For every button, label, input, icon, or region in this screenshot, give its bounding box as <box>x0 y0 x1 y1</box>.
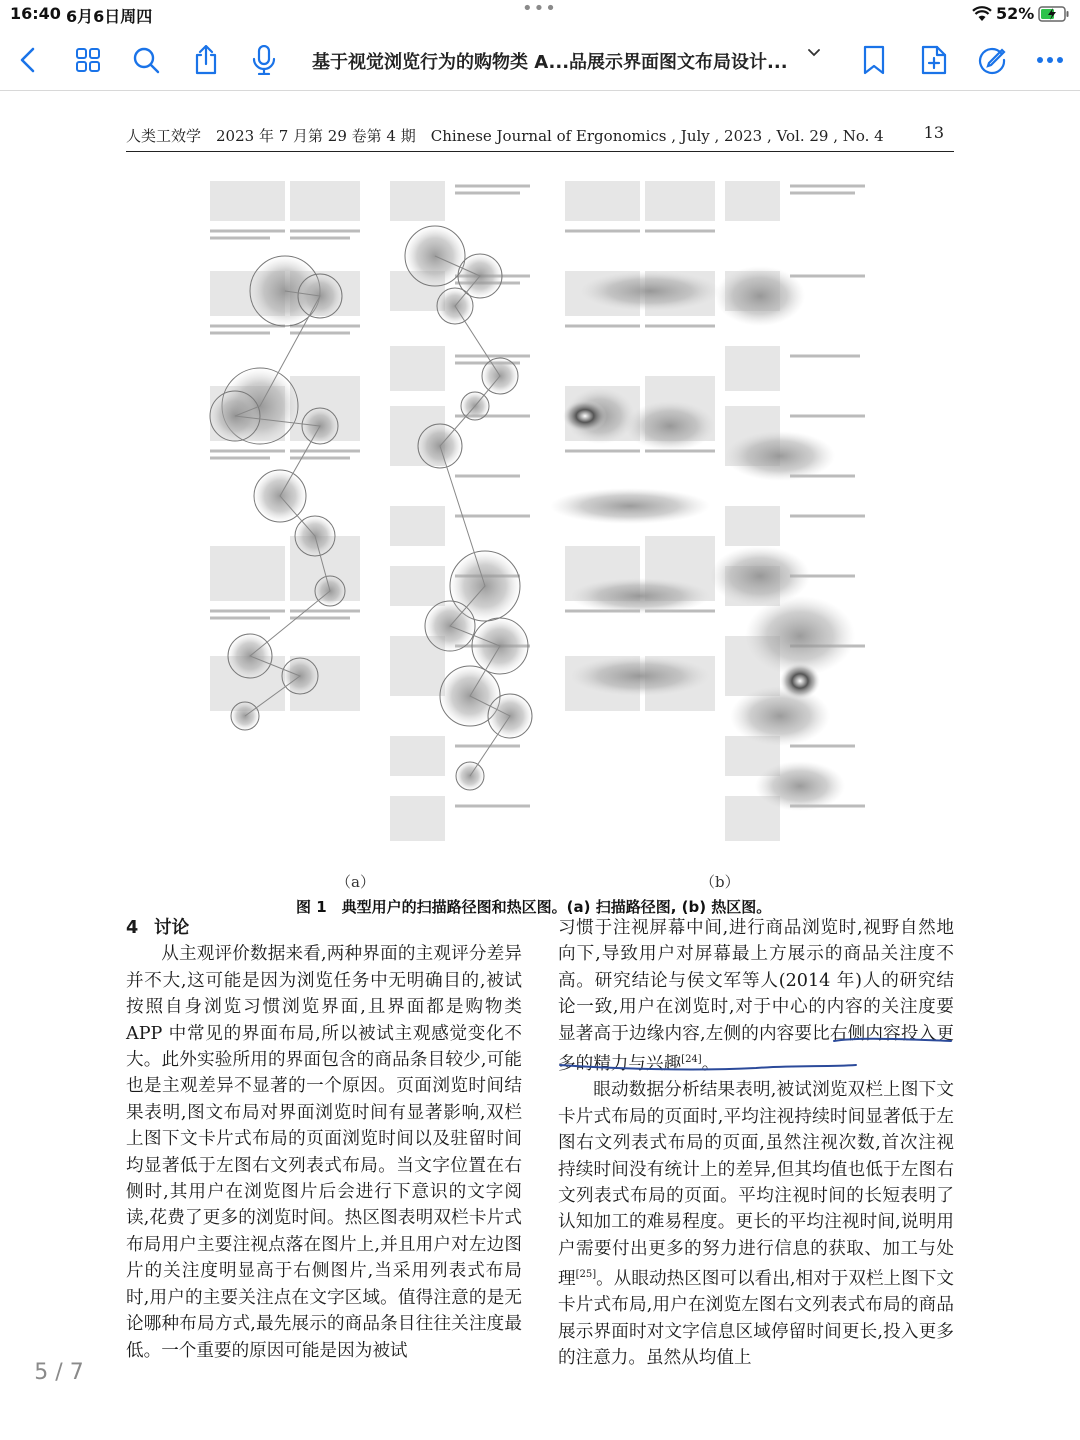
status-date: 6月6日周四 <box>66 7 153 26</box>
running-header <box>126 125 954 152</box>
paragraph: 习惯于注视屏幕中间,进行商品浏览时,视野自然地向下,导致用户对屏幕最上方展示的商品关注度不高。研究结论与侯文军等人(2014 年)人的研究结论一致,用户在浏览时,对于中心的内容的关注度要显著高于边缘内容,左侧的内容要比右侧内容投入更多的精力与兴趣[24]。 <box>558 918 954 1074</box>
section-heading <box>126 915 522 941</box>
battery-icon <box>1038 6 1070 26</box>
left-column <box>126 915 522 1364</box>
more-icon[interactable] <box>1030 40 1070 80</box>
section-title: 讨论 <box>154 918 190 938</box>
citation: [25] <box>575 1269 597 1281</box>
figure-label-a: （a） <box>336 873 375 891</box>
status-bar <box>0 0 1080 28</box>
document-title[interactable]: 基于视觉浏览行为的购物类 A...品展示界面图文布局设计... <box>312 52 788 73</box>
page-indicator: 5 / 7 <box>24 1354 94 1390</box>
citation: [24] <box>681 1054 702 1066</box>
microphone-icon[interactable] <box>244 40 284 80</box>
grid-icon[interactable] <box>68 40 108 80</box>
battery-percent: 52% <box>996 4 1035 23</box>
share-icon[interactable] <box>186 40 226 80</box>
title-chevron-down-icon[interactable] <box>808 46 820 62</box>
paragraph: 眼动数据分析结果表明,被试浏览双栏上图下文卡片式布局的页面时,平均注视持续时间显著低于左图右文列表式布局的页面,虽然注视次数,首次注视持续时间没有统计上的差异,但其均值也低于左图右文列表式布局的页面。平均注视时间的长短表明了认知加工的难易程度。更长的平均注视时间,说明用户需要付出更多的努力进行信息的获取、加工与处理[25]。从眼动热区图可以看出,相对于双栏上图下文卡片式布局,用户在浏览左图右文列表式布局的商品展示界面时对文字信息区域停留时间更长,投入更多的注意力。虽然从均值上 <box>558 1080 954 1369</box>
multitasking-dots[interactable]: ••• <box>522 0 557 19</box>
figure-label-b: （b） <box>700 873 740 891</box>
status-time: 16:40 <box>10 4 61 23</box>
journal-info: 人类工效学 2023 年 7 月第 29 卷第 4 期 Chinese Journal of Ergonomics , July , 2023 , Vol. 29 , No. 4 <box>126 127 884 145</box>
wifi-icon <box>972 6 992 26</box>
section-number: 4 <box>126 918 139 938</box>
reader-toolbar <box>0 30 1080 90</box>
figure-caption: 图 1 典型用户的扫描路径图和热区图。(a) 扫描路径图, (b) 热区图。 <box>296 898 772 916</box>
right-column <box>558 915 954 1372</box>
figure-scanpath-heatmap <box>200 176 880 856</box>
add-page-icon[interactable] <box>914 40 954 80</box>
back-icon[interactable] <box>8 40 48 80</box>
markup-icon[interactable] <box>972 40 1012 80</box>
document-page[interactable] <box>0 91 1080 1440</box>
search-icon[interactable] <box>126 40 166 80</box>
ink-underline-annotation[interactable] <box>556 1035 956 1075</box>
page-number: 13 <box>923 123 944 142</box>
bookmark-icon[interactable] <box>854 40 894 80</box>
paragraph: 从主观评价数据来看,两种界面的主观评分差异并不大,这可能是因为浏览任务中无明确目的,被试按照自身浏览习惯浏览界面,且界面都是购物类 APP 中常见的界面布局,所以被试主观感觉变化不大。此外实验所用的界面包含的商品条目较少,可能也是主观差异不显著的一个原因。页面浏览时间结果表明,图文布局对界面浏览时间有显著影响,双栏上图下文卡片式布局的页面浏览时间以及驻留时间均显著低于左图右文列表式布局。当文字位置在右侧时,其用户在浏览图片后会进行下意识的文字阅读,花费了更多的浏览时间。热区图表明双栏卡片式布局用户主要注视点落在图片上,并且用户对左边图片的关注度明显高于右侧图片,当采用列表式布局时,用户的主要关注点在文字区域。值得注意的是无论哪种布局方式,最先展示的商品条目往往关注度最低。一个重要的原因可能是因为被试 <box>126 944 522 1361</box>
